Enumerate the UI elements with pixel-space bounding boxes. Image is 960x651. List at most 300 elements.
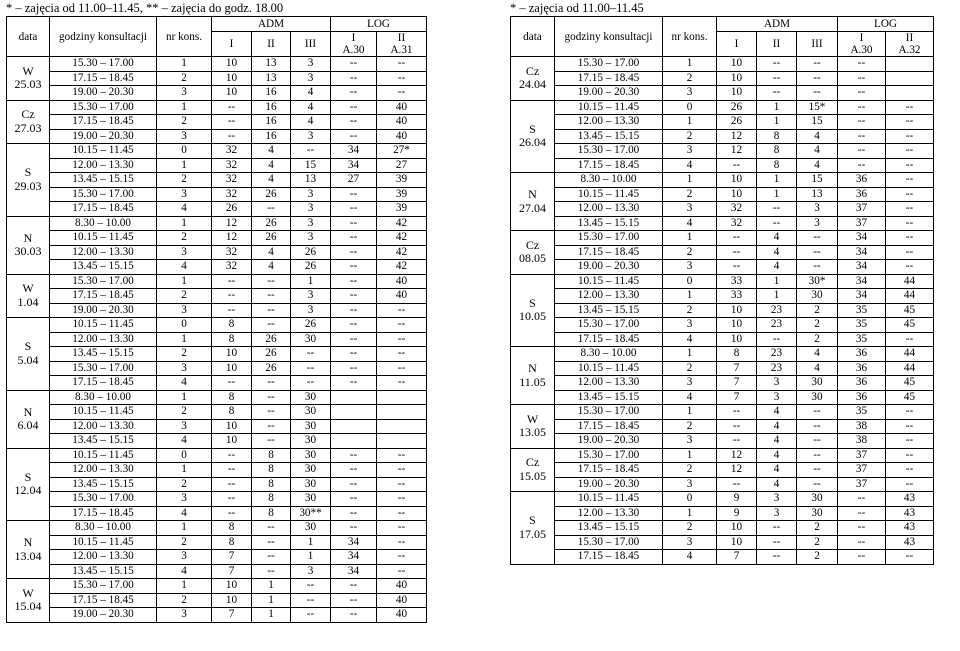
value-cell: 15	[291, 158, 331, 173]
value-cell: --	[886, 216, 934, 231]
table-row	[511, 361, 934, 376]
weekday-label: N	[528, 187, 537, 201]
hours-cell: 12.00 – 13.30	[555, 115, 663, 130]
value-cell: 35	[838, 332, 886, 347]
table-row	[7, 173, 427, 188]
value-cell: --	[291, 579, 331, 594]
table-row	[7, 419, 427, 434]
nr-cell: 3	[157, 361, 212, 376]
table-row	[511, 289, 934, 304]
value-cell: --	[797, 231, 838, 246]
value-cell: 23	[757, 347, 797, 362]
header-hours: godziny konsultacji	[555, 17, 663, 57]
value-cell: --	[797, 260, 838, 275]
date-label: 15.04	[14, 599, 42, 614]
table-row	[7, 274, 427, 289]
value-cell: --	[252, 521, 291, 536]
value-cell: 34	[331, 564, 377, 579]
nr-cell: 1	[157, 332, 212, 347]
value-cell: 7	[717, 361, 757, 376]
value-cell: 32	[212, 173, 252, 188]
value-cell: 1	[291, 550, 331, 565]
value-cell: 16	[252, 86, 291, 101]
table-row	[7, 593, 427, 608]
value-cell: --	[757, 71, 797, 86]
date-cell	[511, 448, 555, 492]
table-row	[7, 564, 427, 579]
header-date: data	[511, 17, 555, 57]
hours-cell: 19.00 – 20.30	[50, 86, 157, 101]
value-cell: 3	[291, 216, 331, 231]
date-cell	[7, 318, 50, 391]
hours-cell: 19.00 – 20.30	[555, 260, 663, 275]
hours-cell: 12.00 – 13.30	[555, 506, 663, 521]
value-cell: 2	[797, 521, 838, 536]
hours-cell: 17.15 – 18.45	[50, 71, 157, 86]
value-cell: --	[377, 347, 427, 362]
date-cell	[7, 521, 50, 579]
value-cell: 37	[838, 202, 886, 217]
nr-cell: 2	[663, 463, 717, 478]
value-cell: 40	[377, 115, 427, 130]
value-cell: 40	[377, 100, 427, 115]
value-cell: --	[886, 231, 934, 246]
value-cell: --	[886, 100, 934, 115]
hours-cell: 15.30 – 17.00	[555, 231, 663, 246]
value-cell: --	[331, 492, 377, 507]
date-cell	[7, 448, 50, 521]
value-cell: 13	[797, 187, 838, 202]
value-cell: 4	[757, 231, 797, 246]
weekday-label: S	[529, 295, 536, 310]
value-cell: --	[886, 448, 934, 463]
nr-cell: 3	[157, 608, 212, 623]
value-cell: --	[291, 608, 331, 623]
table-row	[7, 144, 427, 159]
nr-cell: 1	[157, 521, 212, 536]
table-row	[511, 158, 934, 173]
header-date: data	[7, 17, 50, 57]
value-cell: 12	[717, 129, 757, 144]
value-cell: --	[717, 419, 757, 434]
right-table-body	[511, 57, 934, 565]
value-cell: 44	[886, 289, 934, 304]
value-cell: 42	[377, 231, 427, 246]
value-cell: --	[797, 434, 838, 449]
nr-cell: 0	[157, 318, 212, 333]
value-cell: 4	[757, 260, 797, 275]
value-cell: 8	[252, 448, 291, 463]
value-cell: --	[212, 289, 252, 304]
value-cell: 1	[757, 289, 797, 304]
value-cell: --	[838, 521, 886, 536]
nr-cell: 2	[663, 303, 717, 318]
hours-cell: 10.15 – 11.45	[50, 318, 157, 333]
weekday-label: W	[526, 411, 539, 426]
value-cell: --	[377, 506, 427, 521]
value-cell: 26	[291, 245, 331, 260]
weekday-label: S	[24, 339, 32, 354]
value-cell: --	[331, 71, 377, 86]
value-cell: 10	[717, 303, 757, 318]
value-cell: 7	[717, 390, 757, 405]
value-cell: 34	[838, 245, 886, 260]
value-cell: --	[377, 361, 427, 376]
value-cell: 40	[377, 129, 427, 144]
value-cell: 13	[291, 173, 331, 188]
value-cell: 8	[757, 158, 797, 173]
table-row	[511, 274, 934, 289]
value-cell: 10	[717, 57, 757, 72]
value-cell: 32	[212, 245, 252, 260]
hours-cell: 17.15 – 18.45	[50, 202, 157, 217]
value-cell	[377, 434, 427, 449]
value-cell: --	[886, 129, 934, 144]
nr-cell: 3	[157, 419, 212, 434]
value-cell: 10	[717, 521, 757, 536]
left-schedule-panel	[6, 0, 427, 623]
value-cell: 44	[886, 274, 934, 289]
value-cell: --	[252, 202, 291, 217]
hours-cell: 19.00 – 20.30	[555, 86, 663, 101]
table-row	[7, 535, 427, 550]
hours-cell: 8.30 – 10.00	[555, 347, 663, 362]
hours-cell: 10.15 – 11.45	[50, 535, 157, 550]
date-label: 11.05	[519, 374, 546, 389]
nr-cell: 1	[157, 100, 212, 115]
value-cell: --	[797, 477, 838, 492]
nr-cell: 4	[157, 564, 212, 579]
value-cell: 42	[377, 216, 427, 231]
value-cell: 10	[212, 347, 252, 362]
date-cell	[511, 57, 555, 101]
value-cell: --	[377, 303, 427, 318]
value-cell: --	[757, 57, 797, 72]
nr-cell: 1	[663, 115, 717, 130]
table-row	[7, 231, 427, 246]
value-cell: --	[886, 434, 934, 449]
value-cell: --	[838, 550, 886, 565]
nr-cell: 3	[157, 187, 212, 202]
value-cell: 26	[717, 100, 757, 115]
value-cell	[886, 57, 934, 72]
date-label: 24.04	[519, 77, 546, 92]
value-cell: --	[377, 332, 427, 347]
value-cell: --	[886, 405, 934, 420]
value-cell: 15*	[797, 100, 838, 115]
table-row	[511, 57, 934, 72]
value-cell: 3	[291, 129, 331, 144]
table-row	[7, 100, 427, 115]
value-cell: --	[757, 86, 797, 101]
value-cell: --	[331, 289, 377, 304]
left-schedule-table	[6, 16, 427, 623]
value-cell: 12	[212, 216, 252, 231]
value-cell: 3	[291, 564, 331, 579]
date-label: 17.05	[519, 526, 546, 541]
nr-cell: 3	[157, 245, 212, 260]
table-row	[511, 332, 934, 347]
header-col-2: II	[252, 32, 291, 57]
value-cell: 40	[377, 289, 427, 304]
hours-cell: 12.00 – 13.30	[555, 376, 663, 391]
table-row	[511, 86, 934, 101]
value-cell: 15	[797, 115, 838, 130]
nr-cell: 3	[663, 144, 717, 159]
hours-cell: 13.45 – 15.15	[555, 303, 663, 318]
value-cell: --	[886, 187, 934, 202]
hours-cell: 10.15 – 11.45	[50, 144, 157, 159]
value-cell: 30*	[797, 274, 838, 289]
value-cell: 38	[838, 419, 886, 434]
table-row	[7, 434, 427, 449]
value-cell: --	[377, 86, 427, 101]
value-cell: --	[212, 506, 252, 521]
value-cell: 10	[212, 579, 252, 594]
value-cell: 4	[252, 245, 291, 260]
value-cell: --	[331, 100, 377, 115]
value-cell: 4	[291, 86, 331, 101]
value-cell: 10	[717, 71, 757, 86]
hours-cell: 13.45 – 15.15	[555, 521, 663, 536]
hours-cell: 12.00 – 13.30	[50, 245, 157, 260]
value-cell: 8	[252, 506, 291, 521]
value-cell: --	[331, 593, 377, 608]
value-cell: --	[331, 376, 377, 391]
value-cell: 7	[212, 564, 252, 579]
table-row	[7, 86, 427, 101]
hours-cell: 19.00 – 20.30	[50, 303, 157, 318]
value-cell: --	[838, 86, 886, 101]
table-row	[511, 434, 934, 449]
value-cell: 36	[838, 173, 886, 188]
value-cell: 7	[717, 376, 757, 391]
nr-cell: 4	[663, 332, 717, 347]
date-cell	[511, 100, 555, 173]
date-label: 10.05	[519, 309, 546, 324]
value-cell: 4	[252, 173, 291, 188]
hours-cell: 12.00 – 13.30	[50, 158, 157, 173]
date-cell	[7, 216, 50, 274]
date-cell	[7, 579, 50, 623]
value-cell: --	[886, 158, 934, 173]
nr-cell: 3	[663, 202, 717, 217]
value-cell: --	[331, 332, 377, 347]
value-cell: 30	[291, 405, 331, 420]
nr-cell: 3	[663, 535, 717, 550]
value-cell: --	[331, 260, 377, 275]
value-cell: 8	[252, 477, 291, 492]
nr-cell: 1	[157, 158, 212, 173]
hours-cell: 15.30 – 17.00	[50, 492, 157, 507]
value-cell: 39	[377, 173, 427, 188]
value-cell: 27*	[377, 144, 427, 159]
table-row	[511, 318, 934, 333]
nr-cell: 1	[663, 448, 717, 463]
table-row	[7, 376, 427, 391]
date-label: 25.03	[14, 77, 42, 92]
value-cell: 7	[212, 550, 252, 565]
hours-cell: 15.30 – 17.00	[555, 318, 663, 333]
value-cell: 1	[757, 115, 797, 130]
value-cell: 3	[797, 216, 838, 231]
value-cell: --	[212, 448, 252, 463]
value-cell: 45	[886, 318, 934, 333]
value-cell: --	[757, 216, 797, 231]
value-cell: 4	[757, 477, 797, 492]
value-cell: 40	[377, 593, 427, 608]
hours-cell: 17.15 – 18.45	[50, 506, 157, 521]
date-cell	[511, 231, 555, 275]
nr-cell: 2	[663, 71, 717, 86]
hours-cell: 13.45 – 15.15	[50, 564, 157, 579]
hours-cell: 10.15 – 11.45	[50, 231, 157, 246]
date-label: 30.03	[14, 244, 42, 258]
value-cell: --	[757, 202, 797, 217]
header-col-5: II A.31	[377, 32, 427, 57]
value-cell: 30	[797, 492, 838, 507]
value-cell: --	[797, 405, 838, 420]
value-cell: 10	[212, 419, 252, 434]
header-col-3: III	[797, 32, 838, 57]
nr-cell: 4	[157, 260, 212, 275]
hours-cell: 17.15 – 18.45	[555, 332, 663, 347]
value-cell: 45	[886, 390, 934, 405]
hours-cell: 10.15 – 11.45	[50, 405, 157, 420]
weekday-label: S	[529, 513, 536, 528]
value-cell: 45	[886, 376, 934, 391]
weekday-label: S	[529, 121, 536, 136]
value-cell: --	[331, 86, 377, 101]
table-row	[511, 100, 934, 115]
table-row	[7, 463, 427, 478]
hours-cell: 17.15 – 18.45	[555, 463, 663, 478]
value-cell: 37	[838, 448, 886, 463]
value-cell: 36	[838, 376, 886, 391]
value-cell: 43	[886, 535, 934, 550]
table-row	[7, 158, 427, 173]
nr-cell: 1	[663, 405, 717, 420]
header-col-1: I	[717, 32, 757, 57]
value-cell: --	[757, 535, 797, 550]
value-cell: --	[331, 57, 377, 72]
value-cell: --	[331, 187, 377, 202]
table-row	[7, 57, 427, 72]
nr-cell: 3	[157, 303, 212, 318]
header-nr: nr kons.	[663, 17, 717, 57]
value-cell	[377, 419, 427, 434]
hours-cell: 12.00 – 13.30	[50, 419, 157, 434]
date-cell	[511, 492, 555, 565]
value-cell: --	[838, 506, 886, 521]
value-cell: 32	[212, 144, 252, 159]
value-cell: 1	[291, 274, 331, 289]
nr-cell: 2	[157, 289, 212, 304]
value-cell: 30	[291, 463, 331, 478]
nr-cell: 3	[663, 376, 717, 391]
value-cell: 8	[757, 129, 797, 144]
value-cell: --	[331, 216, 377, 231]
value-cell: 30	[291, 332, 331, 347]
hours-cell: 13.45 – 15.15	[555, 129, 663, 144]
left-table-body	[7, 57, 427, 623]
value-cell: 26	[291, 318, 331, 333]
date-label: 13.04	[14, 548, 42, 563]
value-cell: 1	[291, 535, 331, 550]
value-cell: 32	[717, 202, 757, 217]
value-cell: 45	[886, 303, 934, 318]
value-cell: 36	[838, 187, 886, 202]
value-cell: --	[838, 100, 886, 115]
table-row	[511, 419, 934, 434]
value-cell: 34	[838, 274, 886, 289]
table-row	[511, 202, 934, 217]
value-cell: 1	[252, 579, 291, 594]
header-hours: godziny konsultacji	[50, 17, 157, 57]
value-cell: --	[291, 347, 331, 362]
table-row	[7, 579, 427, 594]
value-cell: --	[252, 405, 291, 420]
value-cell: 33	[717, 289, 757, 304]
value-cell: 36	[838, 347, 886, 362]
value-cell: --	[331, 477, 377, 492]
value-cell	[377, 405, 427, 420]
date-label: 15.05	[519, 468, 546, 483]
table-row	[511, 144, 934, 159]
hours-cell: 13.45 – 15.15	[555, 216, 663, 231]
value-cell: --	[838, 71, 886, 86]
value-cell: --	[212, 463, 252, 478]
weekday-label: N	[23, 404, 33, 419]
value-cell: 4	[757, 448, 797, 463]
table-row	[511, 115, 934, 130]
value-cell: 35	[838, 405, 886, 420]
hours-cell: 17.15 – 18.45	[50, 376, 157, 391]
hours-cell: 17.15 – 18.45	[555, 158, 663, 173]
nr-cell: 1	[663, 173, 717, 188]
table-row	[511, 187, 934, 202]
value-cell: 34	[838, 260, 886, 275]
value-cell: 10	[717, 332, 757, 347]
value-cell: 32	[717, 216, 757, 231]
value-cell: 1	[757, 187, 797, 202]
value-cell: --	[252, 303, 291, 318]
value-cell: --	[717, 245, 757, 260]
value-cell: 8	[212, 521, 252, 536]
date-label: 12.04	[14, 483, 42, 498]
value-cell: 10	[717, 86, 757, 101]
value-cell: --	[886, 332, 934, 347]
value-cell: 12	[212, 231, 252, 246]
value-cell: --	[886, 115, 934, 130]
nr-cell: 1	[157, 579, 212, 594]
table-row	[511, 535, 934, 550]
value-cell: --	[331, 231, 377, 246]
value-cell: 16	[252, 100, 291, 115]
nr-cell: 2	[663, 361, 717, 376]
value-cell: 39	[377, 202, 427, 217]
value-cell: --	[797, 245, 838, 260]
value-cell: 1	[252, 593, 291, 608]
nr-cell: 2	[157, 71, 212, 86]
value-cell: --	[838, 129, 886, 144]
hours-cell: 15.30 – 17.00	[50, 57, 157, 72]
value-cell: 4	[797, 144, 838, 159]
value-cell: 16	[252, 129, 291, 144]
value-cell: 10	[212, 593, 252, 608]
header-group-log: LOG	[838, 17, 934, 32]
header-group-adm: ADM	[717, 17, 838, 32]
